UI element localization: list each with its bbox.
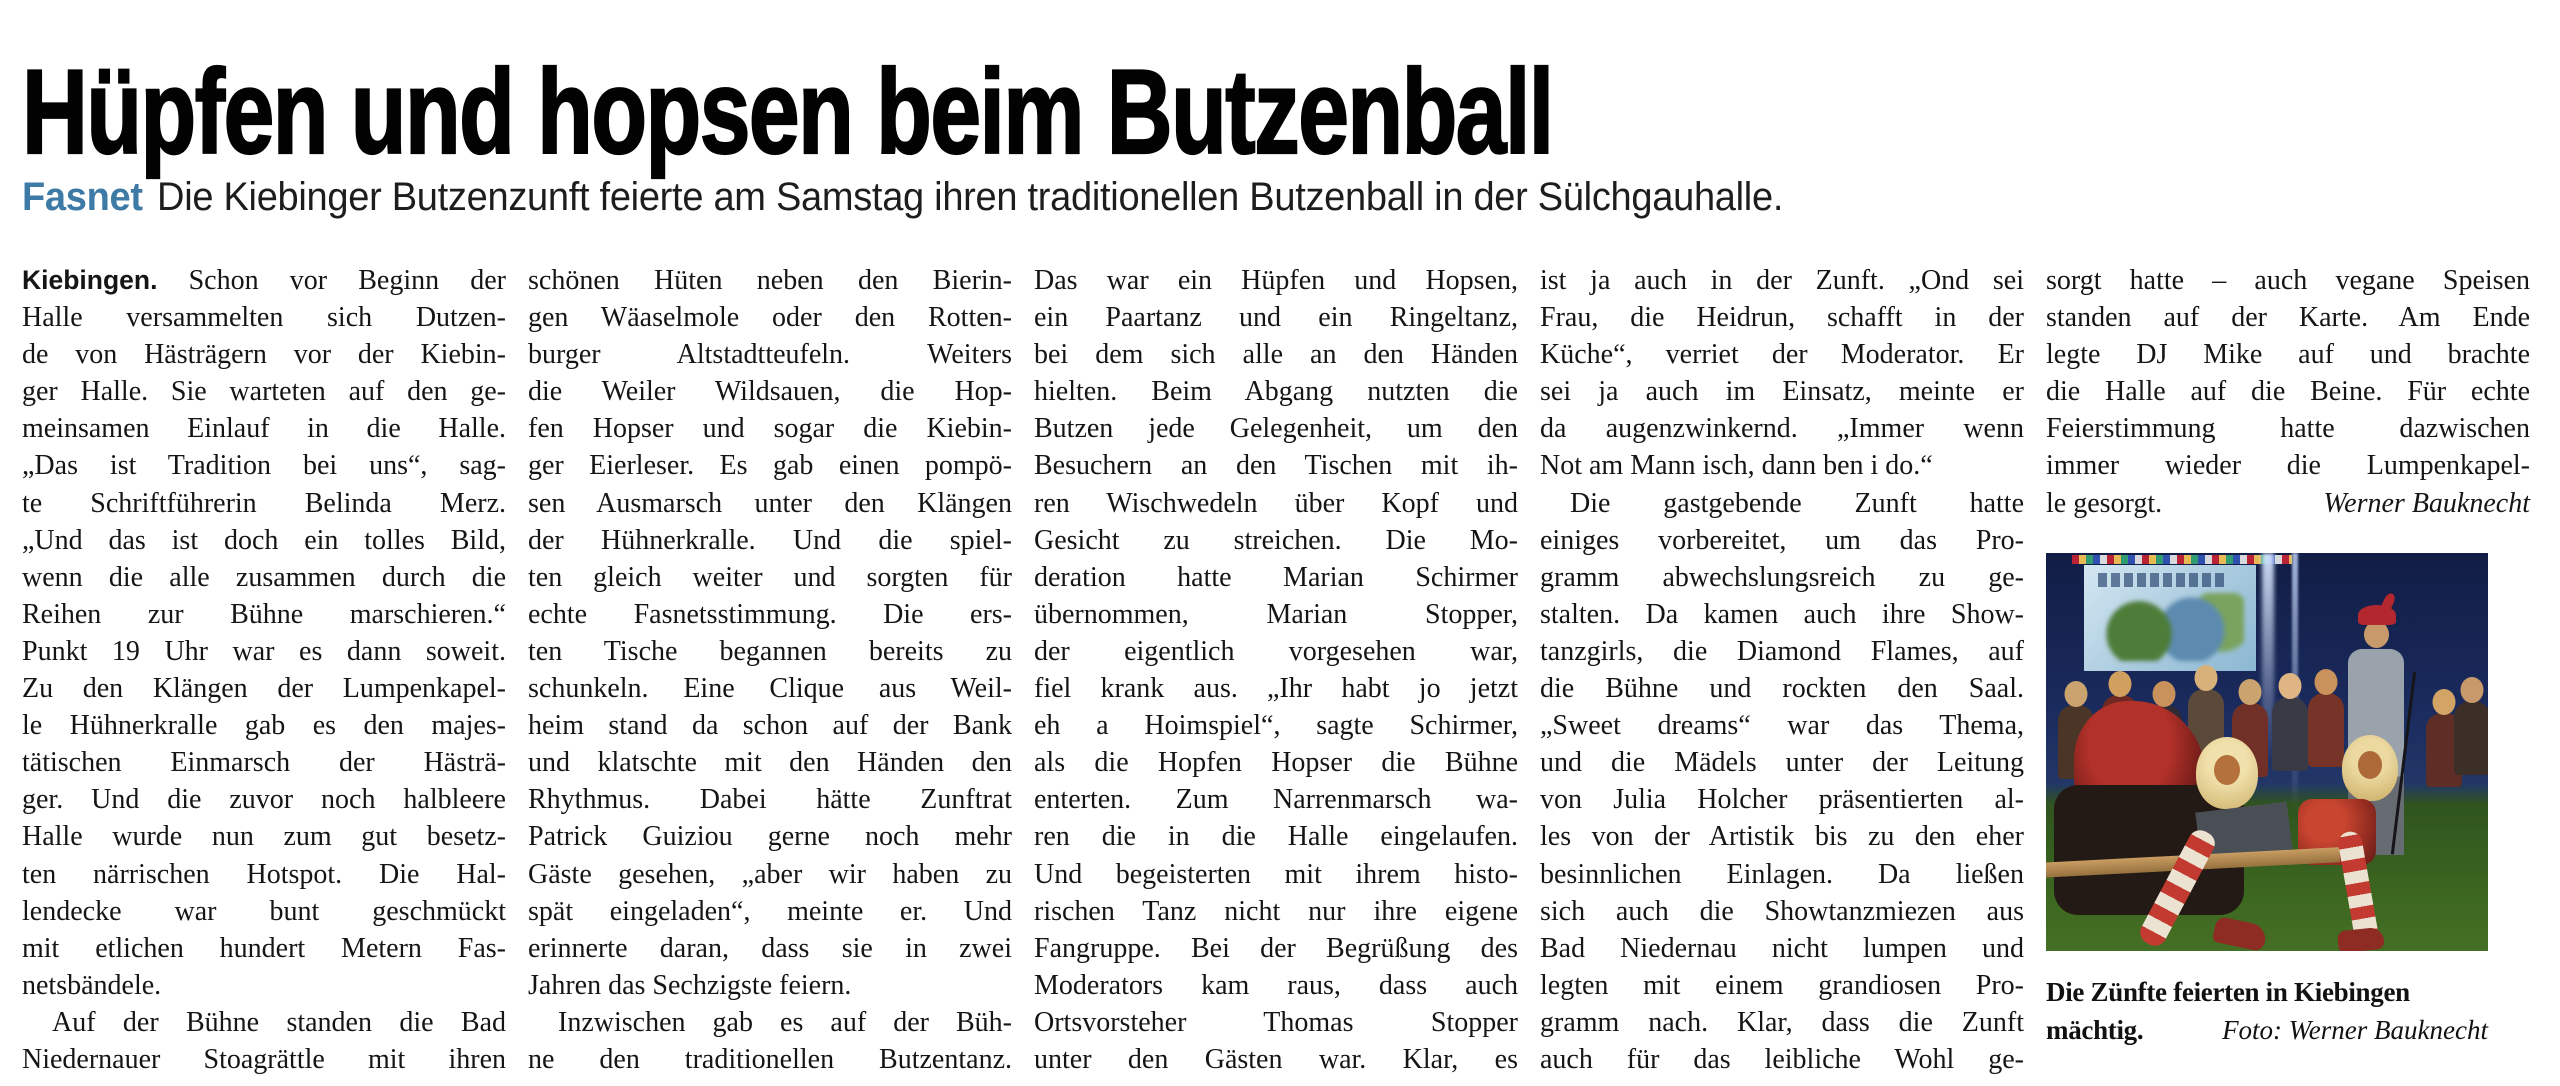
body-line: sei ja auch im Einsatz, meinte er xyxy=(1540,376,2024,408)
body-line: Butzen jede Gelegenheit, um den xyxy=(1034,413,1518,445)
body-line: fen Hopser und sogar die Kiebin- xyxy=(528,413,1012,445)
body-line: Frau, die Heidrun, schafft in der xyxy=(1540,302,2024,334)
body-line: heim stand da schon auf der Bank xyxy=(528,710,1012,742)
body-line: netsbändele. xyxy=(22,969,162,1001)
body-line: Fangruppe. Bei der Begrüßung des xyxy=(1034,932,1518,964)
caption-line-1: Die Zünfte feierten in Kiebingen xyxy=(2046,976,2410,1007)
body-line: schönen Hüten neben den Bierin- xyxy=(528,265,1012,296)
body-line: Reihen zur Bühne marschieren.“ xyxy=(22,598,506,630)
body-line: hielten. Beim Abgang nutzten die xyxy=(1034,376,1518,408)
body-line: die Weiler Wildsauen, die Hop- xyxy=(528,376,1012,408)
costumed-figure xyxy=(2272,697,2308,771)
body-line: ren Wischwedeln über Kopf und xyxy=(1034,487,1518,519)
body-line: ger Halle. Sie warteten auf den ge- xyxy=(22,376,506,408)
body-line: Und begeisterten mit ihrem histo- xyxy=(1034,858,1518,890)
body-line: tätischen Einmarsch der Hästrä- xyxy=(22,747,506,779)
body-line: ten Tische begannen bereits zu xyxy=(528,635,1012,667)
body-column-2 xyxy=(528,262,1012,1078)
blonde-wig-mask xyxy=(2196,737,2258,809)
body-line: Niedernauer Stoagrättle mit ihren xyxy=(22,1043,506,1075)
body-line: „Und das ist doch ein tolles Bild, xyxy=(22,524,506,556)
body-line: der Hühnerkralle. Und die spiel- xyxy=(528,524,1012,556)
body-line: Kiebingen. Schon vor Beginn der xyxy=(22,265,506,296)
body-line: sich auch die Showtanzmiezen aus xyxy=(1540,895,2024,927)
body-line: Das war ein Hüpfen und Hopsen, xyxy=(1034,265,1518,296)
body-line: Gesicht zu streichen. Die Mo- xyxy=(1034,524,1518,556)
body-line: einiges vorbereitet, um das Pro- xyxy=(1540,524,2024,556)
body-line: Gäste gesehen, „aber wir haben zu xyxy=(528,858,1012,890)
caption-line-2 xyxy=(2046,1011,2488,1049)
body-line: Feierstimmung hatte dazwischen xyxy=(2046,413,2530,445)
body-line: wenn die alle zusammen durch die xyxy=(22,561,506,593)
body-line: Küche“, verriet der Moderator. Er xyxy=(1540,339,2024,371)
body-line: Patrick Guiziou gerne noch mehr xyxy=(528,821,1012,853)
body-line: Bad Niedernau nicht lumpen und xyxy=(1540,932,2024,964)
body-line: schunkeln. Eine Clique aus Weil- xyxy=(528,673,1012,705)
page-title xyxy=(22,45,2036,180)
headline-text: Hüpfen und hopsen beim Butzenball xyxy=(22,45,1553,180)
body-line: enterten. Zum Narrenmarsch wa- xyxy=(1034,784,1518,816)
body-column-1 xyxy=(22,262,506,1078)
body-column-3 xyxy=(1034,262,1518,1078)
body-line: Ortsvorsteher Thomas Stopper xyxy=(1034,1006,1518,1038)
body-line: rischen Tanz nicht nur ihre eigene xyxy=(1034,895,1518,927)
body-line: mit etlichen hundert Metern Fas- xyxy=(22,932,506,964)
body-line: de von Hästrägern vor der Kiebin- xyxy=(22,339,506,371)
bunting-decoration xyxy=(2072,555,2292,564)
body-line: ne den traditionellen Butzentanz. xyxy=(528,1043,1012,1075)
standfirst xyxy=(22,174,1876,220)
projection-screen xyxy=(2084,565,2256,671)
body-line: erinnerte daran, dass sie in zwei xyxy=(528,932,1012,964)
body-line: deration hatte Marian Schirmer xyxy=(1034,561,1518,593)
body-line: te Schriftführerin Belinda Merz. xyxy=(22,487,506,519)
body-line: übernommen, Marian Stopper, xyxy=(1034,598,1518,630)
author-byline: Werner Bauknecht xyxy=(2323,487,2530,519)
costumed-figure xyxy=(2454,701,2488,775)
body-line: die Bühne und rockten den Saal. xyxy=(1540,673,2024,705)
costumed-figure xyxy=(2308,693,2344,767)
body-line: Punkt 19 Uhr war es dann soweit. xyxy=(22,635,506,667)
body-line: le Hühnerkralle gab es den majes- xyxy=(22,710,506,742)
body-line: und klatschte mit den Händen den xyxy=(528,747,1012,779)
body-line: eh a Hoimspiel“, sagte Schirmer, xyxy=(1034,710,1518,742)
body-line: Die gastgebende Zunft hatte xyxy=(1570,487,2024,519)
screen-image xyxy=(2094,593,2244,661)
body-line: fiel krank aus. „Ihr habt jo jetzt xyxy=(1034,673,1518,705)
screen-title-text xyxy=(2098,573,2228,587)
kicker-label: Fasnet xyxy=(22,175,143,219)
column-5-text xyxy=(2046,262,2530,522)
body-line: Inzwischen gab es auf der Büh- xyxy=(558,1006,1012,1038)
body-line: auch für das leibliche Wohl ge- xyxy=(1540,1043,2024,1075)
body-line: ein Paartanz und ein Ringeltanz, xyxy=(1034,302,1518,334)
body-line: ten närrischen Hotspot. Die Hal- xyxy=(22,858,506,890)
body-line: Auf der Bühne standen die Bad xyxy=(52,1006,506,1038)
body-line: immer wieder die Lumpenkapel- xyxy=(2046,450,2530,482)
body-line: die Halle auf die Beine. Für echte xyxy=(2046,376,2530,408)
body-line: da augenzwinkernd. „Immer wenn xyxy=(1540,413,2024,445)
body-line: Halle wurde nun zum gut besetz- xyxy=(22,821,506,853)
photo-caption xyxy=(2046,973,2488,1049)
body-line: Jahren das Sechzigste feiern. xyxy=(528,969,852,1001)
jester-hat xyxy=(2358,605,2396,625)
body-line: sorgt hatte – auch vegane Speisen xyxy=(2046,265,2530,296)
body-line: „Das ist Tradition bei uns“, sag- xyxy=(22,450,506,482)
body-line: sen Ausmarsch unter den Klängen xyxy=(528,487,1012,519)
body-line: ren die in die Halle eingelaufen. xyxy=(1034,821,1518,853)
body-line: les von der Artistik bis zu den eher xyxy=(1540,821,2024,853)
body-line: bei dem sich alle an den Händen xyxy=(1034,339,1518,371)
blonde-wig-mask xyxy=(2342,735,2398,801)
body-line: unter den Gästen war. Klar, es xyxy=(1034,1043,1518,1075)
photo-credit: Foto: Werner Bauknecht xyxy=(2222,1014,2488,1045)
standfirst-text: Die Kiebinger Butzenzunft feierte am Samstag ihren traditionellen Butzenball in der Sülchgauhalle. xyxy=(157,175,1784,219)
body-column-4 xyxy=(1540,262,2024,1078)
red-boot xyxy=(2337,926,2385,950)
body-line: legte DJ Mike auf und brachte xyxy=(2046,339,2530,371)
body-line: ten gleich weiter und sorgten für xyxy=(528,561,1012,593)
body-line: le gesorgt. Werner Bauknecht xyxy=(2046,485,2530,522)
body-line: echte Fasnetsstimmung. Die ers- xyxy=(528,598,1012,630)
body-line: standen auf der Karte. Am Ende xyxy=(2046,302,2530,334)
body-line: legten mit einem grandiosen Pro- xyxy=(1540,969,2024,1001)
body-line: spät eingeladen“, meinte er. Und xyxy=(528,895,1012,927)
body-line: ist ja auch in der Zunft. „Ond sei xyxy=(1540,265,2024,296)
body-line: und die Mädels unter der Leitung xyxy=(1540,747,2024,779)
body-line: ger. Und die zuvor noch halbleere xyxy=(22,784,506,816)
body-line: gen Wäaselmole oder den Rotten- xyxy=(528,302,1012,334)
body-line: Zu den Klängen der Lumpenkapel- xyxy=(22,673,506,705)
body-line: von Julia Holcher präsentierten al- xyxy=(1540,784,2024,816)
dateline-lead: Kiebingen. xyxy=(22,265,158,295)
body-line: burger Altstadtteufeln. Weiters xyxy=(528,339,1012,371)
body-line: Rhythmus. Dabei hätte Zunftrat xyxy=(528,784,1012,816)
body-line: gramm abwechslungsreich zu ge- xyxy=(1540,561,2024,593)
body-column-5 xyxy=(2046,262,2530,1078)
body-line: der eigentlich vorgesehen war, xyxy=(1034,635,1518,667)
body-line: Moderators kam raus, dass auch xyxy=(1034,969,1518,1001)
body-line: Not am Mann isch, dann ben i do.“ xyxy=(1540,450,1933,482)
body-line: als die Hopfen Hopser die Bühne xyxy=(1034,747,1518,779)
body-line: Besuchern an den Tischen mit ih- xyxy=(1034,450,1518,482)
body-line: meinsamen Einlauf in die Halle. xyxy=(22,413,506,445)
caption-bold: mächtig. xyxy=(2046,1014,2144,1045)
body-line: Halle versammelten sich Dutzen- xyxy=(22,302,506,334)
body-line: „Sweet dreams“ war das Thema, xyxy=(1540,710,2024,742)
body-line: stalten. Da kamen auch ihre Show- xyxy=(1540,598,2024,630)
body-line: besinnlichen Einlagen. Da ließen xyxy=(1540,858,2024,890)
body-line: gramm nach. Klar, dass die Zunft xyxy=(1540,1006,2024,1038)
body-line: lendecke war bunt geschmückt xyxy=(22,895,506,927)
body-line: tanzgirls, die Diamond Flames, auf xyxy=(1540,635,2024,667)
red-boot xyxy=(2212,916,2268,951)
article-photo xyxy=(2046,553,2488,951)
body-columns xyxy=(22,262,2530,1078)
body-line: ger Eierleser. Es gab einen pompö- xyxy=(528,450,1012,482)
